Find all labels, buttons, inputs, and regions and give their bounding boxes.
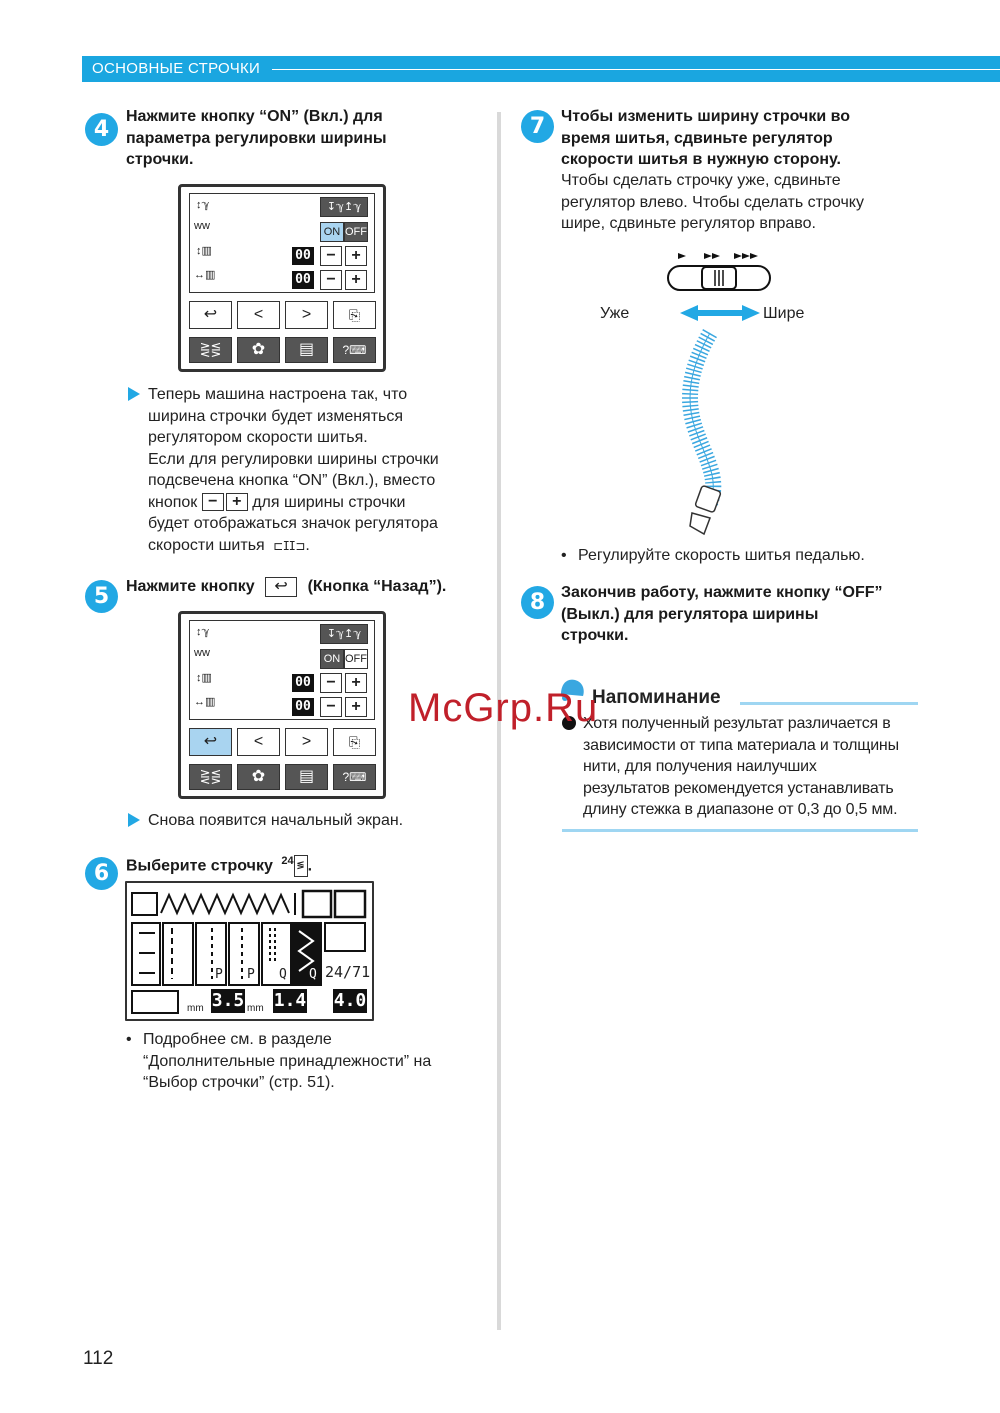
stitch-icon: ⋛⋚ xyxy=(199,769,222,784)
result-line: подсвечена кнопка “ON” (Вкл.), вместо xyxy=(148,472,436,489)
fast-arrow-icon xyxy=(750,253,758,259)
stitch-icon: ⋛⋚ xyxy=(199,342,222,357)
medium-arrow-icon xyxy=(712,253,720,259)
step-7-heading xyxy=(561,106,951,171)
header-rule xyxy=(272,69,1000,70)
off-button[interactable]: OFF xyxy=(344,649,368,669)
stitch-curve xyxy=(690,333,713,503)
step-8-heading xyxy=(561,582,951,647)
memo-line-text: результатов рекомендуется устанавливать xyxy=(583,779,894,797)
embroidery-button[interactable] xyxy=(237,337,280,363)
width-plus-button[interactable]: + xyxy=(345,270,367,290)
width-value: 00 xyxy=(292,698,314,716)
embroidery-button[interactable] xyxy=(237,764,280,790)
note-text: “Выбор строчки” (стр. 51). xyxy=(143,1074,335,1091)
step-5-heading xyxy=(126,576,496,598)
hoop-icon: ✿ xyxy=(251,341,266,358)
result-line-buttons xyxy=(148,492,488,514)
stitch-length-icon: ↕▥ xyxy=(196,245,212,257)
step-7-note xyxy=(561,545,951,567)
stitch-cell xyxy=(262,923,292,985)
note-bullet-line xyxy=(561,545,951,567)
length-minus-button[interactable]: − xyxy=(320,246,342,266)
step-4-heading-line: строчки. xyxy=(126,151,194,168)
zigzag-stitch-icon: ≶ xyxy=(294,855,308,877)
memory-button[interactable] xyxy=(333,301,376,329)
mm-label: mm xyxy=(247,1003,264,1014)
speed-controller-icon: ⊏ⵊⵊ⊐ xyxy=(273,538,306,553)
stitch-select-screen xyxy=(125,881,374,1021)
stitch-width-value: 3.5 xyxy=(211,990,245,1011)
bullet-icon: • xyxy=(561,547,567,564)
stitch-counter: 24/71 xyxy=(325,963,371,981)
section-title: ОСНОВНЫЕ СТРОЧКИ xyxy=(92,60,261,77)
stitch-letter: Q xyxy=(309,967,317,982)
memo-top-rule xyxy=(740,702,918,705)
help-icon: ?⌨ xyxy=(342,770,367,784)
stitch-length-value: 1.4 xyxy=(273,990,307,1011)
minus-button-inline: − xyxy=(202,493,224,511)
width-minus-button[interactable]: − xyxy=(320,270,342,290)
step-6-notes xyxy=(126,1029,486,1094)
result-line-speed: скорости шитья ⊏ⵊⵊ⊐. xyxy=(148,536,310,554)
note-bullet-line xyxy=(126,1029,486,1051)
zigzag-preview xyxy=(161,895,289,913)
result-line: будет отображаться значок регулятора xyxy=(148,515,438,532)
memo-line-text: зависимости от типа материала и толщины xyxy=(583,736,899,754)
length-value: 00 xyxy=(292,674,314,692)
step-4-heading-line: параметра регулировки ширины xyxy=(126,129,387,147)
speed-controller-icon: ᴡᴡ xyxy=(194,220,210,232)
lcd-panel-back xyxy=(178,611,386,799)
result-arrow-icon xyxy=(128,813,140,827)
width-direction-arrow-icon xyxy=(680,303,760,323)
step-8-heading-line: строчки. xyxy=(561,627,629,644)
step-5-heading-text: Нажмите кнопку xyxy=(126,578,255,595)
result-text: скорости шитья xyxy=(148,536,265,554)
step-4-heading-line: Нажмите кнопку “ON” (Вкл.) для xyxy=(126,108,383,125)
memo-line-text: нити, для получения наилучших xyxy=(583,758,817,775)
reverse-icon-box xyxy=(303,891,331,917)
result-text: для ширины строчки xyxy=(252,493,406,511)
memo-text xyxy=(583,713,923,821)
stitch-letter: P xyxy=(215,967,223,982)
stitch-letter: P xyxy=(247,967,255,982)
step-7-heading-line: время шитья, сдвиньте регулятор xyxy=(561,129,833,147)
plus-button-inline: + xyxy=(226,493,248,511)
result-line: регулятором скорости шитья. xyxy=(148,429,368,446)
step-5-heading-text: (Кнопка “Назад”). xyxy=(307,578,447,595)
needle-position-icon: ↕ℽ xyxy=(196,626,210,638)
stitch-width-icon: ↔▥ xyxy=(194,696,216,708)
needle-stop-toggle[interactable]: ↧ℽ↥ℽ xyxy=(320,624,368,644)
hoop-icon: ✿ xyxy=(251,768,266,785)
length-plus-button[interactable]: + xyxy=(345,673,367,693)
step-6-heading-text: Выберите строчку xyxy=(126,857,273,875)
stitch-cell xyxy=(163,923,193,985)
step-7-heading-line: скорости шитья в нужную сторону. xyxy=(561,151,841,168)
width-plus-button[interactable]: + xyxy=(345,697,367,717)
memory-button[interactable] xyxy=(333,728,376,756)
stitch-length-icon: ↕▥ xyxy=(196,672,212,684)
back-button-inline: ↩ xyxy=(265,577,297,597)
settings-button[interactable] xyxy=(285,764,328,790)
back-button[interactable]: ↩ xyxy=(189,728,232,756)
help-button[interactable] xyxy=(333,337,376,363)
mirror-icon-box xyxy=(325,923,365,951)
lcd-settings-area xyxy=(189,193,375,293)
step-7-number: 7 xyxy=(521,110,554,143)
result-line: Если для регулировки ширины строчки xyxy=(148,450,439,468)
result-arrow-icon xyxy=(128,387,140,401)
on-button[interactable]: ON xyxy=(320,649,344,669)
stitch-width-icon: ↔▥ xyxy=(194,269,216,281)
settings-button[interactable] xyxy=(285,337,328,363)
step-8-heading-line: Закончив работу, нажмите кнопку “OFF” xyxy=(561,584,883,601)
result-line: ширина строчки будет изменяться xyxy=(148,407,404,425)
page-icon: ▤ xyxy=(298,768,315,785)
presser-foot-icon xyxy=(690,485,721,534)
next-button[interactable]: > xyxy=(285,301,328,329)
step-7-body-line: шире, сдвиньте регулятор вправо. xyxy=(561,215,816,232)
width-value: 00 xyxy=(292,271,314,289)
next-button[interactable]: > xyxy=(285,728,328,756)
watermark: McGrp.Ru xyxy=(408,686,599,730)
lcd-settings-area xyxy=(189,620,375,720)
step-5-number: 5 xyxy=(85,580,118,613)
width-minus-button[interactable]: − xyxy=(320,697,342,717)
step-4-result xyxy=(148,384,488,557)
memo-line-text: длину стежка в диапазоне от 0,3 до 0,5 мм. xyxy=(583,801,898,818)
result-text: кнопок xyxy=(148,493,198,511)
stitch-number: 24 xyxy=(281,855,294,867)
needle-stop-toggle[interactable]: ↧ℽ↥ℽ xyxy=(320,197,368,217)
length-plus-button[interactable]: + xyxy=(345,246,367,266)
step-6-heading: Выберите строчку $^{24}$ ≶ . xyxy=(126,851,312,877)
prev-button[interactable]: < xyxy=(237,301,280,329)
section-header xyxy=(82,56,1000,82)
foot-icon-box xyxy=(132,893,157,915)
label-narrow: Уже xyxy=(600,305,630,322)
needle-position-icon: ↕ℽ xyxy=(196,199,210,211)
stitch-select-button[interactable] xyxy=(189,764,232,790)
stitch-letter: Q xyxy=(279,967,287,982)
on-button[interactable]: ON xyxy=(320,222,344,242)
lcd-panel-width-on xyxy=(178,184,386,372)
help-icon: ?⌨ xyxy=(342,343,367,357)
thread-tension-value: 4.0 xyxy=(333,990,367,1011)
step-6-number: 6 xyxy=(85,857,118,890)
memory-icon: ⎘ xyxy=(348,734,361,750)
scissors-icon-box xyxy=(335,891,365,917)
memo-bottom-rule xyxy=(562,829,918,832)
length-value: 00 xyxy=(292,247,314,265)
memory-icon: ⎘ xyxy=(348,307,361,323)
step-8-number: 8 xyxy=(521,586,554,619)
note-text: “Дополнительные принадлежности” на xyxy=(143,1052,432,1070)
step-5-result: Снова появится начальный экран. xyxy=(148,812,404,829)
step-8-heading-line: (Выкл.) для регулятора ширины xyxy=(561,605,819,623)
back-button[interactable]: ↩ xyxy=(189,301,232,329)
slow-arrow-icon xyxy=(678,253,686,259)
memo-line-text: Хотя полученный результат различается в xyxy=(583,715,891,732)
stitch-type-box xyxy=(132,991,178,1013)
step-7-body-line: Чтобы сделать строчку уже, сдвиньте xyxy=(561,172,841,189)
page-number: 112 xyxy=(83,1348,114,1369)
page-icon: ▤ xyxy=(298,341,315,358)
stitch-select-button[interactable] xyxy=(189,337,232,363)
note-text: Подробнее см. в разделе xyxy=(143,1031,332,1048)
prev-button[interactable]: < xyxy=(237,728,280,756)
speed-slider-illustration xyxy=(660,246,780,296)
zigzag-stitch-illustration xyxy=(670,328,770,538)
off-button[interactable]: OFF xyxy=(344,222,368,242)
help-button[interactable] xyxy=(333,764,376,790)
result-line: Теперь машина настроена так, что xyxy=(148,386,408,403)
mm-label: mm xyxy=(187,1003,204,1014)
memo-title: Напоминание xyxy=(592,687,721,708)
step-7-body xyxy=(561,170,951,235)
note-text: Регулируйте скорость шитья педалью. xyxy=(578,547,865,564)
step-4-number: 4 xyxy=(85,113,118,146)
step-7-body-line: регулятор влево. Чтобы сделать строчку xyxy=(561,193,864,211)
step-4-heading xyxy=(126,106,486,171)
bullet-icon: • xyxy=(126,1031,132,1048)
label-wide: Шире xyxy=(763,305,805,322)
length-minus-button[interactable]: − xyxy=(320,673,342,693)
step-7-heading-line: Чтобы изменить ширину строчки во xyxy=(561,108,851,125)
speed-controller-icon: ᴡᴡ xyxy=(194,647,210,659)
